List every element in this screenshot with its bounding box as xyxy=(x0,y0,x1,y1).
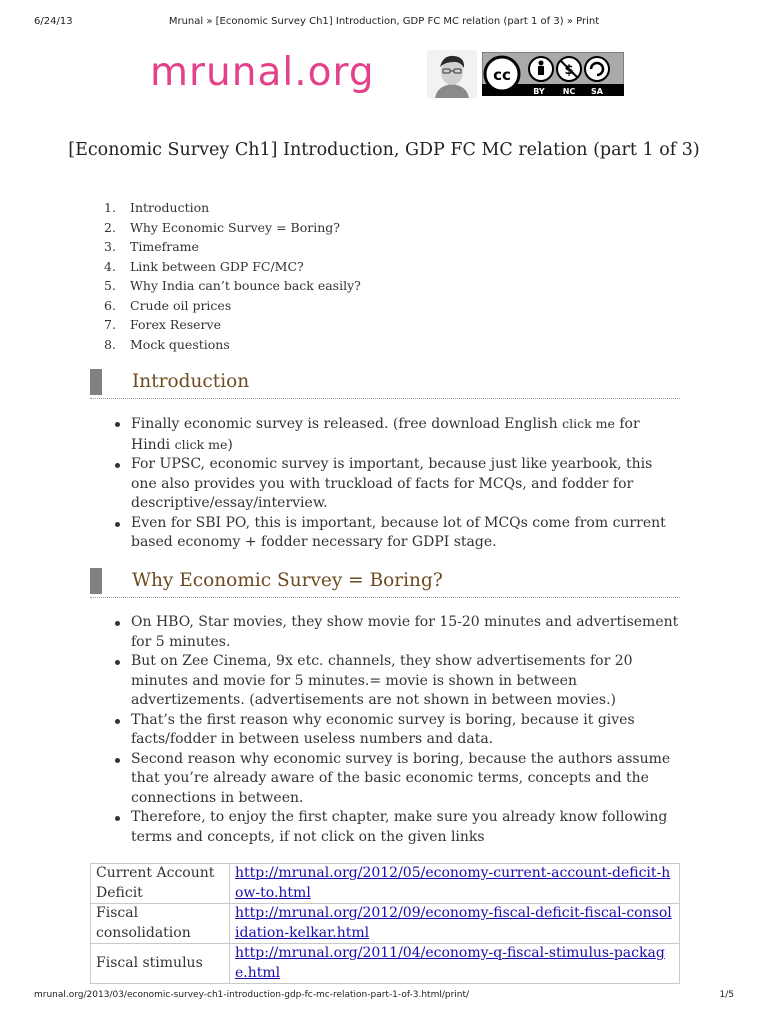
site-logo-row xyxy=(150,50,630,100)
concept-link[interactable]: http://mrunal.org/2011/04/economy-q-fiscal-stimulus-package.html xyxy=(235,945,665,981)
toc-item[interactable]: 6. Crude oil prices xyxy=(104,297,232,313)
cc-license-badge[interactable] xyxy=(482,52,624,96)
table-row xyxy=(91,944,680,984)
introduction-list xyxy=(110,414,682,553)
svg-text:SA: SA xyxy=(591,87,603,96)
svg-text:$: $ xyxy=(564,63,574,78)
term-cell: Fiscal consolidation xyxy=(91,904,230,944)
site-logo[interactable]: mrunal.org xyxy=(150,50,375,95)
print-footer-url: mrunal.org/2013/03/economic-survey-ch1-introduction-gdp-fc-mc-relation-part-1-of-3.html/print/ xyxy=(34,990,470,1000)
table-row xyxy=(91,904,680,944)
author-avatar xyxy=(427,50,477,98)
section-heading-why-boring: Why Economic Survey = Boring? xyxy=(90,567,680,598)
toc-item[interactable]: 7. Forex Reserve xyxy=(104,317,221,332)
list-item: Even for SBI PO, this is important, because lot of MCQs come from current based economy + fodder necessary for GDPI stage. xyxy=(110,514,682,553)
toc-item[interactable]: 4. Link between GDP FC/MC? xyxy=(104,258,304,274)
section-heading-introduction: Introduction xyxy=(90,368,680,399)
heading-bar-marker xyxy=(90,369,102,395)
page-number: 1/5 xyxy=(719,990,734,1000)
print-page-title: Mrunal » [Economic Survey Ch1] Introduction, GDP FC MC relation (part 1 of 3) » Print xyxy=(168,16,600,27)
toc-item[interactable]: 8. Mock questions xyxy=(104,336,230,352)
list-item: On HBO, Star movies, they show movie for 15-20 minutes and advertisement for 5 minutes. xyxy=(110,613,682,652)
table-row xyxy=(91,864,680,904)
concept-links-table xyxy=(90,863,680,984)
english-download-link[interactable]: click me xyxy=(562,416,615,431)
svg-text:NC: NC xyxy=(562,87,576,96)
heading-bar-marker xyxy=(90,568,102,594)
toc-item[interactable]: 2. Why Economic Survey = Boring? xyxy=(104,219,340,235)
list-item: Therefore, to enjoy the first chapter, make sure you already know following terms and concepts, if not click on the given links xyxy=(110,808,682,847)
print-header xyxy=(34,16,734,30)
cc-logo-text: cc xyxy=(493,66,511,84)
svg-text:BY: BY xyxy=(533,87,545,96)
sharealike-icon xyxy=(585,57,609,81)
term-cell: Current Account Deficit xyxy=(91,864,230,904)
why-boring-list xyxy=(110,613,682,847)
print-footer xyxy=(34,990,734,1004)
list-item: That’s the first reason why economic survey is boring, because it gives facts/fodder in between useless numbers and data. xyxy=(110,711,682,750)
concept-link[interactable]: http://mrunal.org/2012/09/economy-fiscal-deficit-fiscal-consolidation-kelkar.html xyxy=(235,905,672,941)
toc-item[interactable]: 3. Timeframe xyxy=(104,239,199,254)
list-item: But on Zee Cinema, 9x etc. channels, they show advertisements for 20 minutes and movie for 5 minutes.= movie is shown in between advertizements. (advertisements are not shown in between movies.) xyxy=(110,652,682,711)
print-date: 6/24/13 xyxy=(34,16,73,27)
table-of-contents xyxy=(104,198,361,354)
toc-item[interactable]: 5. Why India can’t bounce back easily? xyxy=(104,278,361,293)
concept-link[interactable]: http://mrunal.org/2012/05/economy-current-account-deficit-how-to.html xyxy=(235,865,671,901)
toc-item[interactable]: 1. Introduction xyxy=(104,200,210,215)
list-item: Second reason why economic survey is boring, because the authors assume that you’re already aware of the basic economic terms, concepts and the connections in between. xyxy=(110,750,682,809)
list-item: For UPSC, economic survey is important, because just like yearbook, this one also provides you with truckload of facts for MCQs, and fodder for descriptive/essay/interview. xyxy=(110,455,682,514)
list-item: Finally economic survey is released. (free download English click me for Hindi click me) xyxy=(110,414,682,455)
article-title: [Economic Survey Ch1] Introduction, GDP FC MC relation (part 1 of 3) xyxy=(68,140,700,160)
hindi-download-link[interactable]: click me xyxy=(174,436,228,452)
term-cell: Fiscal stimulus xyxy=(91,944,230,984)
